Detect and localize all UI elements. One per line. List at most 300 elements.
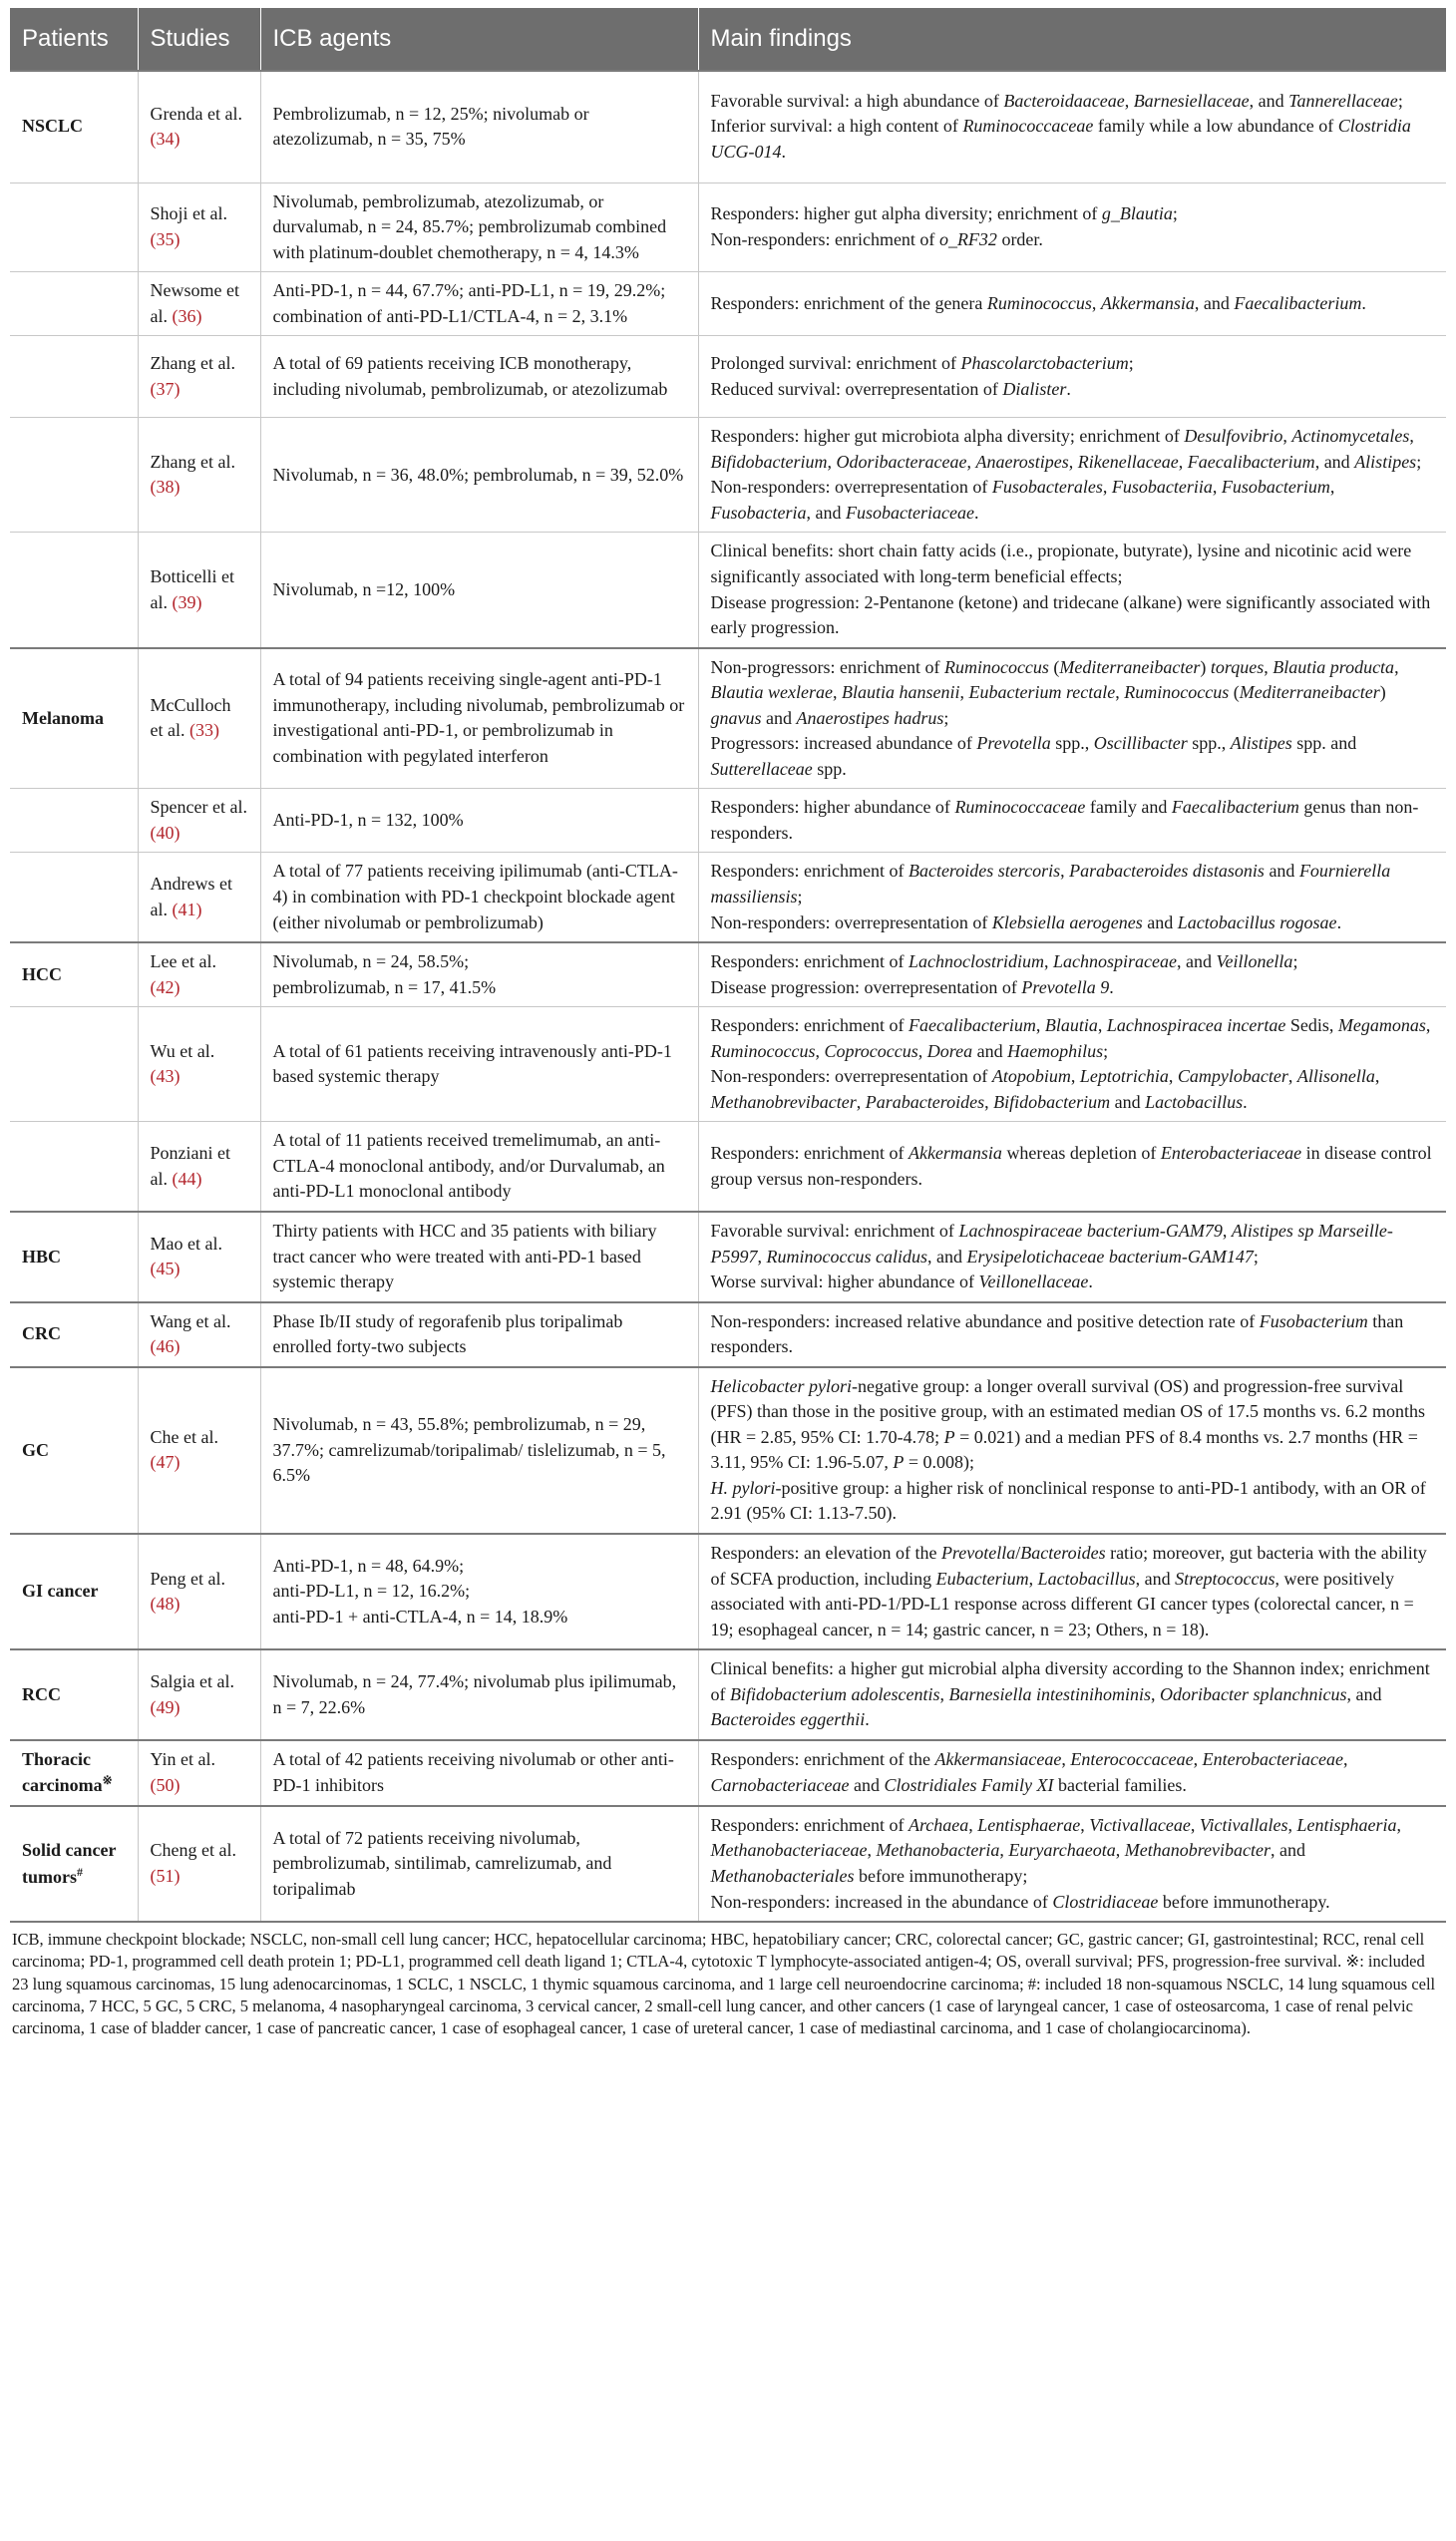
- icb-agents-cell: Nivolumab, pembrolizumab, atezolizumab, or durvalumab, n = 24, 85.7%; pembrolizumab combined with platinum-doublet chemotherapy, n = 4, 14.3%: [260, 182, 698, 272]
- header-studies: Studies: [138, 8, 260, 71]
- taxon-name: Megamonas: [1337, 1015, 1426, 1036]
- taxon-name: Desulfovibrio: [1184, 426, 1283, 447]
- icb-agents-cell: Pembrolizumab, n = 12, 25%; nivolumab or atezolizumab, n = 35, 75%: [260, 71, 698, 182]
- taxon-name: Alistipes: [1354, 451, 1417, 472]
- finding-text: ,: [1287, 1814, 1297, 1835]
- study-author: Spencer et al.: [150, 797, 247, 818]
- taxon-name: Alistipes: [1230, 733, 1292, 754]
- icb-agents-cell: A total of 42 patients receiving nivolumab or other anti-PD-1 inhibitors: [260, 1740, 698, 1806]
- finding-text: ;: [1397, 90, 1403, 111]
- taxon-name: Allisonella: [1296, 1066, 1375, 1087]
- finding-text: ,: [1409, 426, 1414, 447]
- study-cell: [138, 1534, 260, 1649]
- taxon-name: Campylobacter: [1177, 1066, 1288, 1087]
- study-author: Lee et al.: [150, 951, 216, 972]
- footnote-mark: ※: [102, 1773, 113, 1788]
- main-findings-cell: [698, 71, 1446, 182]
- finding-line: [711, 377, 1435, 403]
- finding-text: ,: [1342, 1749, 1348, 1770]
- finding-text: Responders: enrichment of: [710, 861, 909, 882]
- finding-text: .: [1066, 378, 1071, 399]
- taxon-name: Actinomycetales: [1291, 426, 1410, 447]
- taxon-name: Akkermansia: [1100, 292, 1195, 313]
- taxon-name: Lachnoclostridium: [908, 951, 1044, 972]
- study-author: Peng et al.: [150, 1568, 225, 1589]
- taxon-name: Erysipelotichaceae bacterium-GAM147: [966, 1246, 1254, 1267]
- finding-line: [711, 475, 1435, 526]
- taxon-name: Bacteroides eggerthii: [710, 1709, 866, 1730]
- taxon-name: Lachnospiraceae bacterium-GAM79: [958, 1221, 1223, 1241]
- finding-text: ;: [1253, 1246, 1259, 1267]
- finding-text: whereas depletion of: [1001, 1143, 1161, 1164]
- main-findings-cell: [698, 648, 1446, 789]
- taxon-name: Bacteroidaaceae: [1003, 90, 1125, 111]
- taxon-name: Eubacterium: [935, 1568, 1029, 1589]
- study-cell: [138, 418, 260, 533]
- finding-line: [711, 201, 1435, 227]
- table-row: [10, 1740, 1446, 1806]
- taxon-name: Faecalibacterium: [908, 1015, 1036, 1036]
- finding-text: ,: [1178, 451, 1188, 472]
- taxon-name: Coprococcus: [824, 1040, 918, 1061]
- taxon-name: Bacteroides stercoris: [908, 861, 1061, 882]
- icb-agents-cell: A total of 61 patients receiving intravenously anti-PD-1 based systemic therapy: [260, 1007, 698, 1122]
- finding-text: Responders: higher gut alpha diversity; enrichment of: [710, 203, 1102, 224]
- main-findings-cell: [698, 182, 1446, 272]
- finding-text: ,: [757, 1246, 767, 1267]
- finding-text: Non-responders: enrichment of: [710, 228, 939, 249]
- finding-text: Responders: enrichment of: [710, 1814, 909, 1835]
- icb-agents-cell: Nivolumab, n =12, 100%: [260, 533, 698, 648]
- patient-cell: [10, 1212, 138, 1302]
- icb-agents-cell: Phase Ib/II study of regorafenib plus toripalimab enrolled forty-two subjects: [260, 1302, 698, 1367]
- finding-text: .: [973, 502, 979, 523]
- taxon-name: Phascolarctobacterium: [960, 353, 1129, 374]
- icb-agents-cell: Nivolumab, n = 24, 77.4%; nivolumab plus ipilimumab, n = 7, 22.6%: [260, 1649, 698, 1740]
- main-findings-cell: [698, 1534, 1446, 1649]
- finding-text: ,: [939, 1683, 949, 1704]
- main-findings-cell: [698, 942, 1446, 1007]
- finding-line: [711, 1219, 1435, 1270]
- patient-cell: [10, 336, 138, 418]
- study-cell: [138, 1007, 260, 1122]
- study-cell: [138, 1740, 260, 1806]
- table-row: [10, 418, 1446, 533]
- finding-text: spp.: [812, 758, 847, 779]
- taxon-name: Bifidobacterium: [993, 1091, 1111, 1112]
- finding-text: and: [1110, 1091, 1146, 1112]
- finding-text: .: [1361, 292, 1366, 313]
- taxon-name: Oscillibacter: [1093, 733, 1188, 754]
- finding-text: spp.,: [1050, 733, 1094, 754]
- patient-label: NSCLC: [22, 116, 84, 137]
- finding-line: [711, 1064, 1435, 1115]
- finding-text: (: [1229, 682, 1240, 703]
- taxon-name: Ruminococcus: [943, 656, 1049, 677]
- taxon-name: Sutterellaceae: [710, 758, 813, 779]
- taxon-name: Fusobacterium: [1259, 1310, 1368, 1331]
- finding-text: bacterial families.: [1053, 1774, 1187, 1795]
- taxon-name: Anaerostipes hadrus: [796, 707, 944, 728]
- finding-text: Prolonged survival: enrichment of: [710, 353, 961, 374]
- patient-label: Solid cancer tumors: [22, 1839, 117, 1887]
- patient-label: GI cancer: [22, 1581, 99, 1602]
- reference-link[interactable]: (37): [150, 378, 181, 399]
- taxon-name: Lactobacillus: [1037, 1568, 1136, 1589]
- taxon-name: Akkermansia: [908, 1143, 1002, 1164]
- finding-text: .: [781, 142, 786, 163]
- study-author: Yin et al.: [150, 1749, 215, 1770]
- patient-cell: [10, 1302, 138, 1367]
- table-row: [10, 1806, 1446, 1922]
- taxon-name: Rikenellaceae: [1077, 451, 1179, 472]
- taxon-name: Prevotella: [940, 1543, 1016, 1564]
- finding-text: = 0.008);: [904, 1452, 974, 1473]
- reference-link[interactable]: (49): [150, 1696, 181, 1717]
- taxon-name: Faecalibacterium: [1234, 292, 1362, 313]
- finding-line: [711, 1813, 1435, 1890]
- finding-line: [711, 949, 1435, 975]
- patient-cell: [10, 1649, 138, 1740]
- reference-link[interactable]: (48): [150, 1594, 181, 1615]
- reference-link[interactable]: (38): [150, 477, 181, 498]
- taxon-name: Eubacterium rectale: [968, 682, 1116, 703]
- finding-text: Responders: enrichment of: [710, 1143, 909, 1164]
- finding-text: Favorable survival: a high abundance of: [710, 90, 1004, 111]
- taxon-name: Parabacteroides distasonis: [1069, 861, 1265, 882]
- icb-agents-cell: A total of 11 patients received tremelimumab, an anti-CTLA-4 monoclonal antibody, and/or Durvalumab, an anti-PD-L1 monoclonal antibody: [260, 1122, 698, 1212]
- taxon-name: Barnesiellaceae: [1133, 90, 1250, 111]
- finding-text: ,: [1264, 656, 1274, 677]
- study-cell: [138, 1649, 260, 1740]
- finding-text: .: [1088, 1271, 1093, 1292]
- finding-text: and: [849, 1774, 885, 1795]
- finding-line: [711, 114, 1435, 165]
- finding-line: [711, 1890, 1435, 1916]
- reference-link[interactable]: (35): [150, 228, 181, 249]
- table-row: [10, 1649, 1446, 1740]
- finding-text: spp.,: [1187, 733, 1231, 754]
- study-author: Zhang et al.: [150, 353, 235, 374]
- reference-link[interactable]: (44): [172, 1168, 202, 1189]
- finding-text: , were positively associated with anti-PD-1/PD-L1 response across different GI cancer types (colorectal cancer, n = 19; esophageal cancer, n = 14; gastric cancer, n = 23; Others, n = 18).: [710, 1568, 1414, 1639]
- finding-line: [711, 227, 1435, 253]
- table-row: [10, 1534, 1446, 1649]
- finding-text: genus than non-responders.: [710, 797, 1419, 843]
- icb-agents-cell: Nivolumab, n = 24, 58.5%; pembrolizumab, n = 17, 41.5%: [260, 942, 698, 1007]
- reference-link[interactable]: (33): [188, 720, 219, 741]
- finding-text: Responders: enrichment of: [710, 1015, 909, 1036]
- finding-text: Non-responders: increased relative abundance and positive detection rate of: [710, 1310, 1260, 1331]
- finding-text: .: [1336, 911, 1342, 932]
- finding-text: Sedis,: [1285, 1015, 1338, 1036]
- finding-text: , and: [1314, 451, 1355, 472]
- taxon-name: Fusobacteriaceae: [846, 502, 974, 523]
- finding-text: ;: [797, 886, 803, 907]
- reference-link[interactable]: (43): [150, 1066, 181, 1087]
- finding-text: .: [1243, 1091, 1248, 1112]
- finding-text: , and: [1271, 1840, 1306, 1861]
- finding-text: Responders: an elevation of the: [710, 1543, 941, 1564]
- finding-text: , and: [1249, 90, 1289, 111]
- taxon-name: Lachnospiraceae: [1052, 951, 1177, 972]
- reference-link[interactable]: (36): [172, 305, 202, 326]
- table-row: [10, 1007, 1446, 1122]
- finding-text: , and: [806, 502, 846, 523]
- taxon-name: Methanobacteriaceae: [710, 1840, 868, 1861]
- taxon-name: Ruminococcaceae: [962, 116, 1094, 137]
- finding-text: order.: [996, 228, 1043, 249]
- finding-text: Non-responders: overrepresentation of: [710, 477, 992, 498]
- icb-agents-cell: Anti-PD-1, n = 44, 67.7%; anti-PD-L1, n = 19, 29.2%; combination of anti-PD-L1/CTLA-4, n = 2, 3.1%: [260, 272, 698, 336]
- study-author: Wang et al.: [150, 1310, 231, 1331]
- taxon-name: Veillonella: [1216, 951, 1293, 972]
- finding-text: (: [1048, 656, 1060, 677]
- taxon-name: Odoribacteraceae: [836, 451, 967, 472]
- taxon-name: Bifidobacterium adolescentis: [730, 1683, 940, 1704]
- finding-line: [711, 1541, 1435, 1642]
- finding-line: [711, 1270, 1435, 1295]
- icb-microbiome-table: [10, 8, 1446, 1923]
- header-icb-agents: ICB agents: [260, 8, 698, 71]
- finding-text: ,: [1115, 1840, 1125, 1861]
- main-findings-cell: [698, 1122, 1446, 1212]
- taxon-name: Bacteroides: [1020, 1543, 1106, 1564]
- taxon-name: Lentisphaerae: [977, 1814, 1081, 1835]
- study-author: McCulloch et al.: [150, 694, 231, 741]
- finding-text: ;: [943, 707, 949, 728]
- taxon-name: Odoribacter splanchnicus: [1159, 1683, 1347, 1704]
- taxon-name: Leptotrichia: [1079, 1066, 1169, 1087]
- taxon-name: Carnobacteriaceae: [710, 1774, 850, 1795]
- finding-text: ,: [867, 1840, 877, 1861]
- main-findings-cell: [698, 336, 1446, 418]
- taxon-name: Parabacteroides: [865, 1091, 985, 1112]
- finding-text: ;: [1416, 451, 1422, 472]
- finding-text: , and: [1194, 292, 1235, 313]
- patient-cell: [10, 418, 138, 533]
- finding-text: Non-responders: overrepresentation of: [710, 911, 992, 932]
- finding-text: Non-progressors: enrichment of: [710, 656, 944, 677]
- taxon-name: Lentisphaeria: [1296, 1814, 1397, 1835]
- study-author: Che et al.: [150, 1426, 218, 1447]
- finding-text: and: [972, 1040, 1008, 1061]
- taxon-name: Euryarchaeota: [1008, 1840, 1116, 1861]
- finding-text: ,: [856, 1091, 866, 1112]
- finding-text: before immunotherapy.: [1158, 1891, 1330, 1912]
- taxon-name: Fusobacteriia: [1111, 477, 1213, 498]
- patient-cell: [10, 648, 138, 789]
- reference-link[interactable]: (41): [172, 899, 202, 919]
- finding-line: [711, 795, 1435, 846]
- taxon-name: H. pylori: [710, 1477, 776, 1498]
- study-cell: [138, 336, 260, 418]
- icb-agents-cell: A total of 94 patients receiving single-agent anti-PD-1 immunotherapy, including nivolumab, pembrolizumab or investigational anti-PD-1, or pembrolizumab in combination with pegylated interferon: [260, 648, 698, 789]
- study-author: Wu et al.: [150, 1040, 215, 1061]
- taxon-name: Mediterraneibacter: [1239, 682, 1380, 703]
- study-cell: [138, 533, 260, 648]
- taxon-name: Enterobacteriaceae: [1202, 1749, 1343, 1770]
- patient-cell: [10, 853, 138, 942]
- main-findings-cell: [698, 1806, 1446, 1922]
- finding-text: ,: [1190, 1814, 1200, 1835]
- finding-text: ,: [1374, 1066, 1380, 1087]
- finding-text: ,: [1222, 1221, 1232, 1241]
- taxon-name: Tannerellaceae: [1288, 90, 1398, 111]
- reference-link[interactable]: (51): [150, 1866, 181, 1887]
- finding-line: [711, 539, 1435, 589]
- finding-line: [711, 910, 1435, 936]
- taxon-name: Blautia wexlerae: [710, 682, 833, 703]
- finding-text: Responders: enrichment of the genera: [710, 292, 987, 313]
- patient-cell: [10, 533, 138, 648]
- table-row: [10, 336, 1446, 418]
- finding-text: ,: [1168, 1066, 1178, 1087]
- finding-text: ,: [1097, 1015, 1107, 1036]
- footnote-mark: #: [77, 1864, 83, 1879]
- finding-text: , and: [1346, 1683, 1382, 1704]
- taxon-name: Ruminococcus: [986, 292, 1092, 313]
- taxon-name: Bifidobacterium: [710, 451, 828, 472]
- study-cell: [138, 1806, 260, 1922]
- finding-text: Inferior survival: a high content of: [710, 116, 963, 137]
- table-row: [10, 648, 1446, 789]
- finding-line: [711, 1141, 1435, 1192]
- finding-text: Reduced survival: overrepresentation of: [710, 378, 1003, 399]
- finding-text: and: [1142, 911, 1178, 932]
- finding-line: [711, 1374, 1435, 1476]
- taxon-name: Ruminococcus: [710, 1040, 816, 1061]
- finding-text: , and: [1135, 1568, 1176, 1589]
- table-row: [10, 1122, 1446, 1212]
- finding-text: before immunotherapy;: [854, 1866, 1028, 1887]
- taxon-name: Victivallaceae: [1089, 1814, 1191, 1835]
- taxon-name: Fusobacterales: [991, 477, 1103, 498]
- patient-cell: [10, 1534, 138, 1649]
- finding-text: Responders: enrichment of: [710, 951, 909, 972]
- reference-link[interactable]: (45): [150, 1259, 181, 1279]
- finding-text: ,: [1425, 1015, 1431, 1036]
- finding-text: ,: [917, 1040, 927, 1061]
- finding-text: ,: [999, 1840, 1009, 1861]
- icb-agents-cell: Anti-PD-1, n = 132, 100%: [260, 789, 698, 853]
- finding-text: ,: [815, 1040, 825, 1061]
- taxon-name: Blautia producta: [1273, 656, 1395, 677]
- finding-text: Disease progression: overrepresentation of: [710, 976, 1022, 997]
- reference-link[interactable]: (47): [150, 1452, 181, 1473]
- taxon-name: Lachnospiracea incertae: [1106, 1015, 1286, 1036]
- finding-text: in disease control group versus non-responders.: [710, 1143, 1432, 1189]
- icb-agents-cell: Nivolumab, n = 43, 55.8%; pembrolizumab, n = 29, 37.7%; camrelizumab/toripalimab/ tislelizumab, n = 5, 6.5%: [260, 1367, 698, 1534]
- finding-text: ,: [966, 451, 976, 472]
- reference-link[interactable]: (50): [150, 1774, 181, 1795]
- taxon-name: Enterococcaceae: [1070, 1749, 1194, 1770]
- finding-text: ,: [1068, 451, 1078, 472]
- finding-line: [711, 590, 1435, 641]
- finding-text: ,: [1115, 682, 1125, 703]
- finding-line: [711, 424, 1435, 475]
- study-author: Cheng et al.: [150, 1840, 236, 1861]
- taxon-name: Streptococcus: [1175, 1568, 1275, 1589]
- finding-text: ,: [1287, 1066, 1297, 1087]
- reference-link[interactable]: (34): [150, 129, 181, 150]
- finding-text: ,: [1043, 951, 1053, 972]
- taxon-name: Fusobacteria: [710, 502, 807, 523]
- table-row: [10, 1212, 1446, 1302]
- table-row: [10, 272, 1446, 336]
- icb-agents-cell: A total of 77 patients receiving ipilimumab (anti-CTLA-4) in combination with PD-1 checkpoint blockade agent (either nivolumab or pembrolizumab): [260, 853, 698, 942]
- main-findings-cell: [698, 1740, 1446, 1806]
- patient-label: HCC: [22, 963, 62, 984]
- taxon-name: Haemophilus: [1007, 1040, 1104, 1061]
- taxon-name: Clostridiaceae: [1052, 1891, 1159, 1912]
- reference-link[interactable]: (42): [150, 976, 181, 997]
- study-cell: [138, 942, 260, 1007]
- study-cell: [138, 1212, 260, 1302]
- finding-text: ,: [1329, 477, 1335, 498]
- patient-cell: [10, 1122, 138, 1212]
- finding-text: ): [1200, 656, 1211, 677]
- table-row: [10, 942, 1446, 1007]
- reference-link[interactable]: (46): [150, 1336, 181, 1357]
- taxon-name: gnavus: [710, 707, 762, 728]
- finding-text: .: [1109, 976, 1114, 997]
- study-author: Andrews et al.: [150, 874, 232, 919]
- finding-text: , and: [1176, 951, 1217, 972]
- reference-link[interactable]: (39): [172, 591, 202, 612]
- finding-text: -negative group: a longer overall survival (OS) and progression-free survival (PFS) than those in the positive group, with an estimated median OS of 17.5 months vs. 6.2 months (HR = 2.85, 95% CI: 1.70-4.78;: [710, 1375, 1425, 1447]
- finding-text: .: [865, 1709, 870, 1730]
- finding-line: [711, 859, 1435, 909]
- study-cell: [138, 272, 260, 336]
- taxon-name: Fusobacterium: [1221, 477, 1330, 498]
- taxon-name: Archaea: [908, 1814, 969, 1835]
- finding-line: [711, 89, 1435, 115]
- main-findings-cell: [698, 533, 1446, 648]
- table-row: [10, 789, 1446, 853]
- finding-text: family and: [1085, 797, 1172, 818]
- finding-text: ;: [1172, 203, 1178, 224]
- patient-cell: [10, 1007, 138, 1122]
- finding-text: ,: [1070, 1066, 1080, 1087]
- taxon-name: Enterobacteriaceae: [1160, 1143, 1302, 1164]
- taxon-name: Methanobacteria: [876, 1840, 1000, 1861]
- taxon-name: Alistipes sp Marseille-P5997: [710, 1221, 1393, 1267]
- finding-text: -positive group: a higher risk of nonclinical response to anti-PD-1 antibody, with an OR of 2.91 (95% CI: 1.13-7.50).: [710, 1477, 1426, 1524]
- taxon-name: Lactobacillus: [1145, 1091, 1244, 1112]
- reference-link[interactable]: (40): [150, 822, 181, 843]
- taxon-name: Methanobacteriales: [710, 1866, 855, 1887]
- main-findings-cell: [698, 853, 1446, 942]
- finding-text: ;: [1292, 951, 1298, 972]
- table-row: [10, 533, 1446, 648]
- finding-text: Responders: higher abundance of: [710, 797, 955, 818]
- taxon-name: Methanobrevibacter: [1124, 1840, 1272, 1861]
- taxon-name: o_RF32: [938, 228, 997, 249]
- taxon-name: Ruminococcus: [1124, 682, 1230, 703]
- icb-agents-cell: A total of 72 patients receiving nivolumab, pembrolizumab, sintilimab, camrelizumab, and toripalimab: [260, 1806, 698, 1922]
- finding-text: ratio; moreover, gut bacteria with the ability of SCFA production, including: [710, 1543, 1427, 1589]
- taxon-name: Ruminococcus calidus: [766, 1246, 927, 1267]
- finding-line: [711, 655, 1435, 732]
- taxon-name: Clostridia UCG-014: [710, 116, 1411, 163]
- study-author: Grenda et al.: [150, 103, 242, 124]
- main-findings-cell: [698, 1212, 1446, 1302]
- taxon-name: P: [893, 1452, 905, 1473]
- study-cell: [138, 853, 260, 942]
- taxon-name: Faecalibacterium: [1171, 797, 1299, 818]
- finding-text: Non-responders: overrepresentation of: [710, 1066, 992, 1087]
